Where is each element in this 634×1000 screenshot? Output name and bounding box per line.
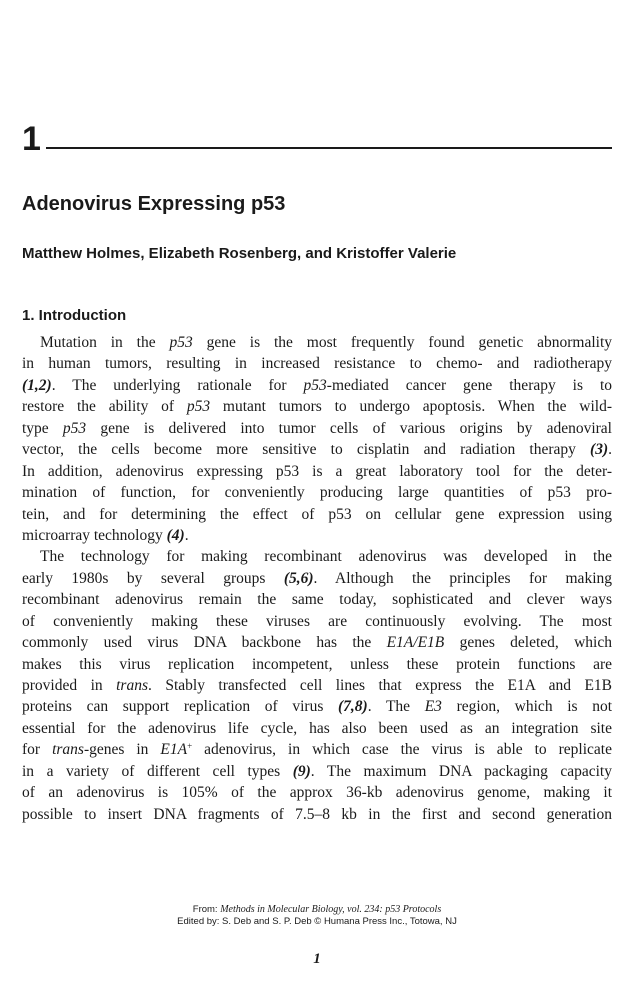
text-line: recombinant adenovirus remain the same today, sophisticated and clever ways: [22, 591, 612, 609]
chapter-header: [22, 120, 612, 160]
text-line: for trans-genes in E1A+ adenovirus, in which case the virus is able to replicate: [22, 741, 612, 759]
text-line: tein, and for determining the effect of p53 on cellular gene expression using: [22, 505, 612, 523]
text-line: In addition, adenovirus expressing p53 is a great laboratory tool for the deter-: [22, 462, 612, 480]
citation: (7,8): [338, 698, 368, 716]
text-line: essential for the adenovirus life cycle, has also been used as an integration site: [22, 719, 612, 737]
chapter-rule: [46, 147, 612, 149]
page-footer: [0, 904, 634, 928]
text-line: microarray technology (4).: [22, 526, 189, 544]
text-line: (1,2). The underlying rationale for p53-mediated cancer gene therapy is to: [22, 376, 612, 394]
text-line: type p53 gene is delivered into tumor cells of various origins by adenoviral: [22, 419, 612, 437]
chapter-number: 1: [22, 120, 40, 158]
section-heading: 1. Introduction: [22, 307, 127, 324]
citation: (1,2): [22, 376, 52, 394]
source-line: From: Methods in Molecular Biology, vol. 234: p53 Protocols: [192, 904, 442, 915]
text-line: possible to insert DNA fragments of 7.5–8 kb in the first and second generation: [22, 805, 612, 823]
text-line: in a variety of different cell types (9). The maximum DNA packaging capacity: [22, 762, 612, 780]
editor-line: Edited by: S. Deb and S. P. Deb © Humana Press Inc., Totowa, NJ: [177, 916, 457, 927]
chapter-title: Adenovirus Expressing p53: [22, 193, 286, 215]
text-line: proteins can support replication of virus (7,8). The E3 region, which is not: [22, 698, 612, 716]
text-line: of conveniently making these viruses are continuously evolving. The most: [22, 612, 612, 630]
text-line: in human tumors, resulting in increased resistance to chemo- and radiotherapy: [22, 355, 612, 373]
text-line: The technology for making recombinant adenovirus was developed in the: [40, 548, 612, 566]
text-line: of an adenovirus is 105% of the approx 36-kb adenovirus genome, making it: [22, 784, 612, 802]
page-number: 1: [313, 951, 321, 967]
authors: Matthew Holmes, Elizabeth Rosenberg, and Kristoffer Valerie: [22, 245, 457, 262]
citation: (9): [292, 762, 311, 780]
citation: (3): [590, 441, 609, 459]
text-line: makes this virus replication incompetent, unless these protein functions are: [22, 655, 612, 673]
text-line: mination of function, for conveniently producing large quantities of p53 pro-: [22, 484, 612, 502]
citation: (5,6): [283, 569, 314, 587]
text-line: early 1980s by several groups (5,6). Although the principles for making: [22, 569, 612, 587]
text-line: commonly used virus DNA backbone has the E1A/E1B genes deleted, which: [22, 634, 612, 652]
text-line: provided in trans. Stably transfected cell lines that express the E1A and E1B: [22, 677, 613, 694]
text-line: Mutation in the p53 gene is the most frequently found genetic abnormality: [40, 334, 612, 351]
body-text: [22, 332, 612, 825]
text-line: restore the ability of p53 mutant tumors to undergo apoptosis. When the wild-: [22, 398, 612, 416]
text-line: vector, the cells become more sensitive to cisplatin and radiation therapy (3).: [22, 441, 612, 459]
citation: (4): [166, 526, 185, 544]
